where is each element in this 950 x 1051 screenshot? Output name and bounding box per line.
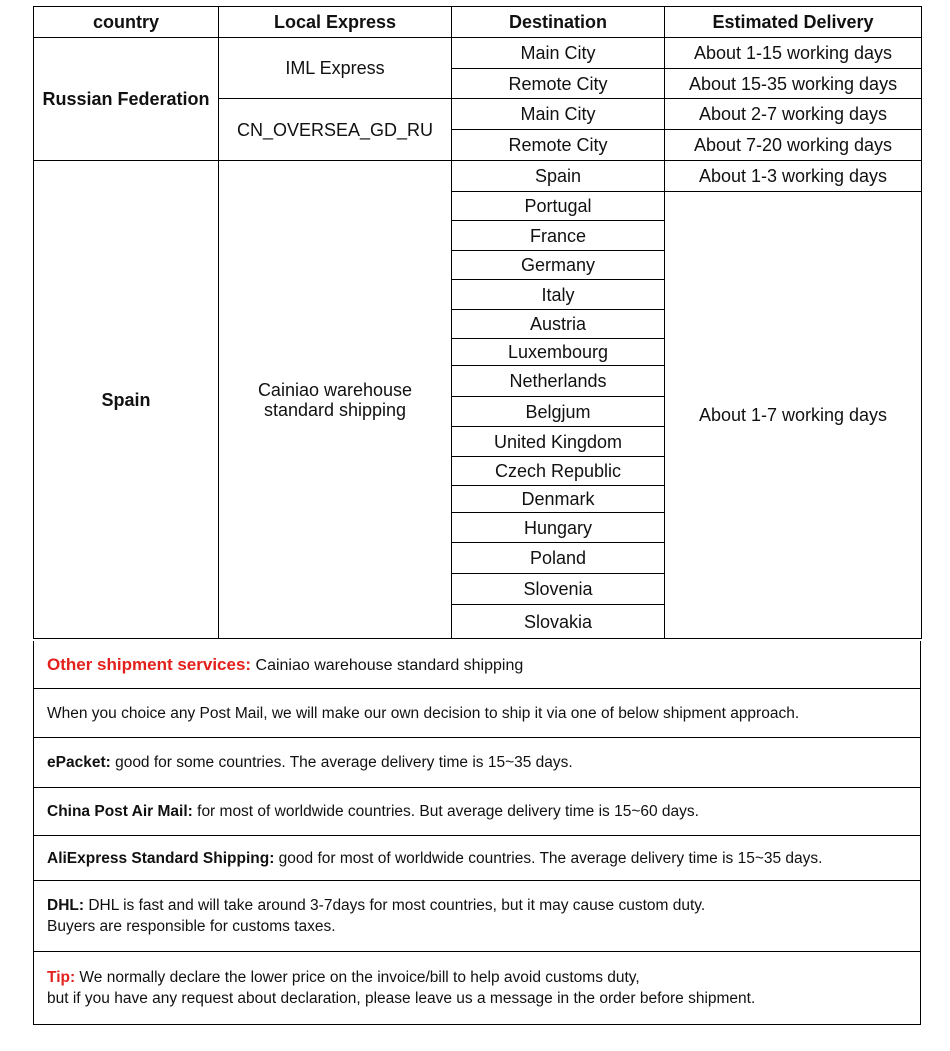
- tip-text: We normally declare the lower price on the invoice/bill to help avoid customs duty,: [75, 969, 640, 986]
- dhl-note: [33, 881, 921, 952]
- header-estimated-delivery: Estimated Delivery: [665, 7, 922, 38]
- destination-cell: United Kingdom: [452, 427, 665, 457]
- china-post-line: [47, 801, 920, 822]
- destination-cell: Remote City: [452, 69, 665, 99]
- carrier-cell-cainiao: [219, 161, 452, 639]
- tip-line-2: but if you have any request about declaration, please leave us a message in the order before shipment.: [47, 990, 756, 1007]
- table-row: [34, 161, 922, 192]
- china-post-note: [33, 788, 921, 836]
- epacket-label: ePacket:: [47, 754, 111, 771]
- destination-cell: Slovenia: [452, 574, 665, 605]
- aliexpress-text: good for most of worldwide countries. The average delivery time is 15~35 days.: [274, 849, 823, 867]
- destination-cell: Germany: [452, 251, 665, 280]
- destination-cell: Czech Republic: [452, 457, 665, 486]
- destination-cell: France: [452, 221, 665, 251]
- destination-cell: Spain: [452, 161, 665, 192]
- destination-cell: Luxembourg: [452, 339, 665, 366]
- destination-cell: Poland: [452, 543, 665, 574]
- aliexpress-label: AliExpress Standard Shipping:: [47, 849, 275, 867]
- china-post-label: China Post Air Mail:: [47, 803, 193, 820]
- epacket-line: [47, 752, 920, 773]
- delivery-cell: About 7-20 working days: [665, 130, 922, 161]
- dhl-line-1: [47, 895, 920, 916]
- delivery-cell: About 15-35 working days: [665, 69, 922, 99]
- country-cell-spain: Spain: [34, 161, 219, 639]
- destination-cell: Portugal: [452, 192, 665, 221]
- destination-cell: Remote City: [452, 130, 665, 161]
- carrier-line: Cainiao warehouse: [257, 379, 413, 400]
- other-services-text: Cainiao warehouse standard shipping: [251, 656, 524, 674]
- tip-label: Tip:: [47, 969, 76, 986]
- shipping-table: [33, 6, 922, 639]
- destination-cell: Italy: [452, 280, 665, 310]
- china-post-text: for most of worldwide countries. But average delivery time is 15~60 days.: [192, 803, 699, 820]
- table-header-row: [34, 7, 922, 38]
- delivery-cell: About 1-15 working days: [665, 38, 922, 69]
- dhl-label: DHL:: [47, 897, 85, 914]
- epacket-text: good for some countries. The average delivery time is 15~35 days.: [110, 754, 573, 771]
- epacket-note: [33, 738, 921, 788]
- other-services-label: Other shipment services:: [47, 654, 252, 674]
- other-services-note: [33, 641, 921, 689]
- aliexpress-note: [33, 836, 921, 881]
- post-mail-note: [33, 689, 921, 738]
- header-local-express: Local Express: [219, 7, 452, 38]
- tip-line-1: [47, 967, 920, 988]
- dhl-text: DHL is fast and will take around 3-7days for most countries, but it may cause custom duty.: [84, 897, 706, 914]
- destination-cell: Slovakia: [452, 605, 665, 639]
- header-country: country: [34, 7, 219, 38]
- destination-cell: Austria: [452, 310, 665, 339]
- other-services-line: [47, 654, 920, 676]
- destination-cell: Main City: [452, 38, 665, 69]
- delivery-cell: About 1-3 working days: [665, 161, 922, 192]
- delivery-cell-merged: About 1-7 working days: [665, 192, 922, 639]
- destination-cell: Main City: [452, 99, 665, 130]
- carrier-line: standard shipping: [263, 399, 407, 420]
- dhl-line-2: Buyers are responsible for customs taxes.: [47, 918, 336, 935]
- carrier-cell-cn-oversea: CN_OVERSEA_GD_RU: [219, 99, 452, 161]
- header-destination: Destination: [452, 7, 665, 38]
- delivery-cell: About 2-7 working days: [665, 99, 922, 130]
- destination-cell: Hungary: [452, 513, 665, 543]
- destination-cell: Belgjum: [452, 397, 665, 427]
- post-mail-text: When you choice any Post Mail, we will make our own decision to ship it via one of below shipment approach.: [47, 704, 800, 722]
- aliexpress-line: [47, 848, 920, 869]
- table-row: [34, 38, 922, 69]
- carrier-cell-iml: IML Express: [219, 38, 452, 99]
- tip-note: [33, 952, 921, 1025]
- country-cell-russia: Russian Federation: [34, 38, 219, 161]
- destination-cell: Denmark: [452, 486, 665, 513]
- destination-cell: Netherlands: [452, 366, 665, 397]
